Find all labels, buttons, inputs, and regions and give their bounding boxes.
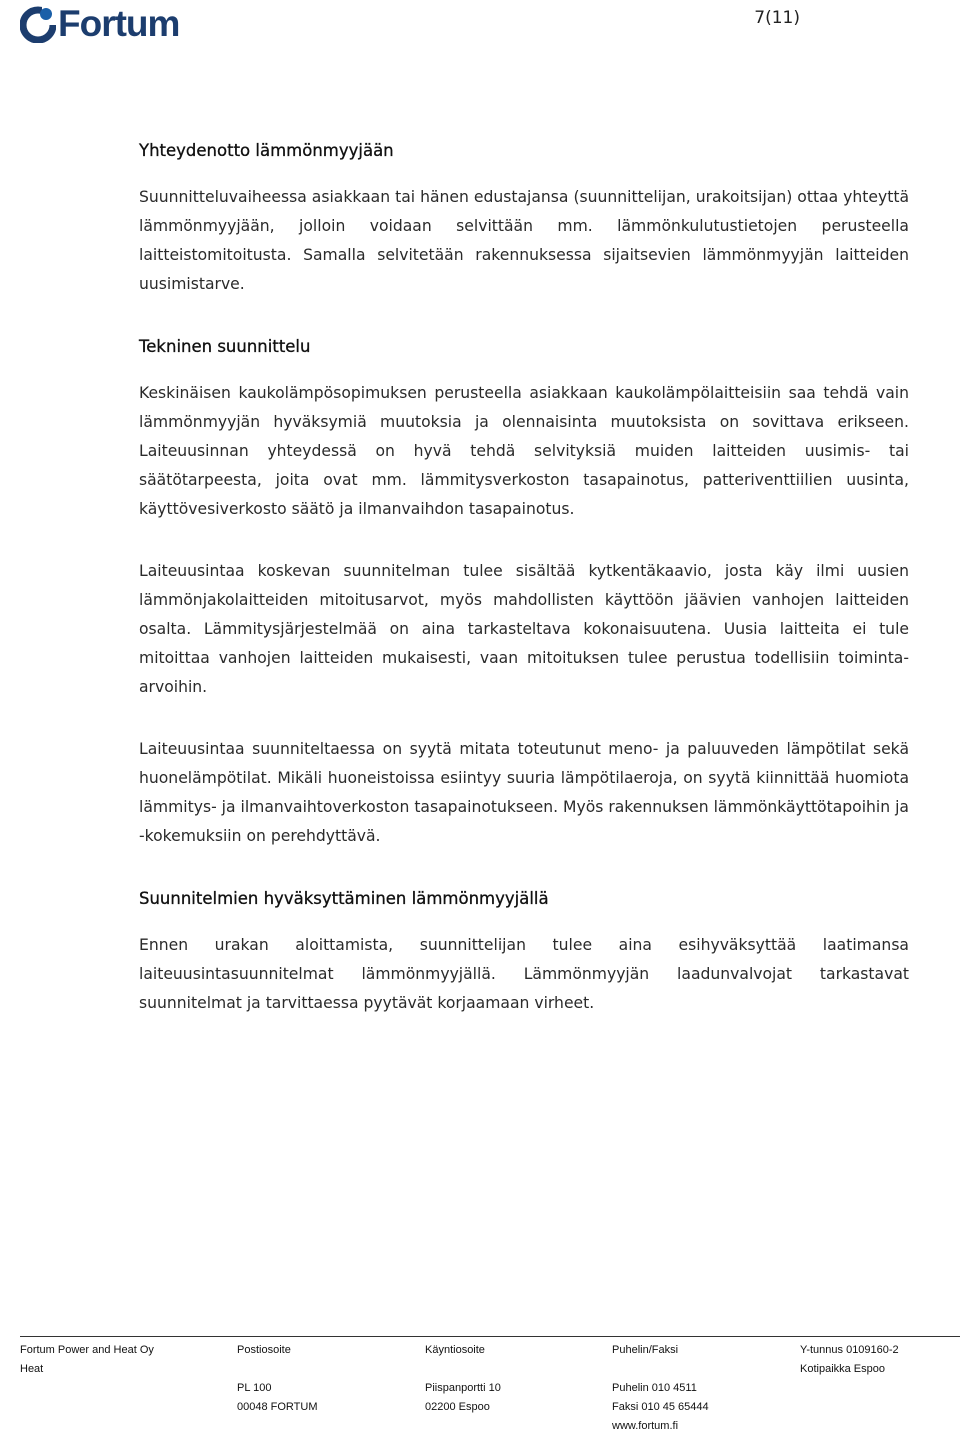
footer-phone-number: Puhelin 010 4511 [612,1382,697,1394]
section-heading: Suunnitelmien hyväksyttäminen lämmönmyyjällä [139,889,549,908]
section-heading: Yhteydenotto lämmönmyyjään [139,141,394,160]
footer-postal-box: PL 100 [237,1382,272,1394]
footer-visiting [425,1343,501,1419]
footer-company-name: Fortum Power and Heat Oy [20,1344,154,1356]
footer-visiting-street: Piispanportti 10 [425,1382,501,1394]
page-number: 7(11) [754,8,800,28]
footer-domicile: Kotipaikka Espoo [800,1363,885,1375]
paragraph: Laiteuusintaa suunniteltaessa on syytä mitata toteutunut meno- ja paluuveden lämpötilat sekä huonelämpötilat. Mikäli huoneistoissa esiintyy suuria lämpötilaeroja, on syytä kiinnittää huomiota lämmitys- ja ilmanvaihtoverkoston tasapainotukseen. Myös rakennuksen lämmönkäyttötapoihin ja -kokemuksiin on perehdyttävä. [139,740,909,845]
footer-postal-code: 00048 FORTUM [237,1401,318,1413]
paragraph: Laiteuusintaa koskevan suunnitelman tulee sisältää kytkentäkaavio, josta käy ilmi uusien lämmönjakolaitteiden mitoitusarvot, myös mahdollisten käyttöön jäävien vanhojen laitteiden osalta. Lämmitysjärjestelmää on aina tarkasteltava kokonaisuutena. Uusia laitteita ei tule mitoittaa vanhojen laitteiden mukaisesti, vaan mitoituksen tulee perustua todellisiin toiminta-arvoihin. [139,562,909,696]
fortum-logo-text: Fortum [58,3,180,44]
fortum-logo [20,2,179,46]
footer-postal-label: Postiosoite [237,1344,291,1356]
footer-visiting-city: 02200 Espoo [425,1401,490,1413]
footer-fax-number: Faksi 010 45 65444 [612,1401,709,1413]
footer-company [20,1343,154,1381]
footer-phone-label: Puhelin/Faksi [612,1344,679,1356]
footer-phone [612,1343,709,1438]
footer-business [800,1343,899,1381]
paragraph: Ennen urakan aloittamista, suunnittelijan tulee aina esihyväksyttää laatimansa laiteuusintasuunnitelmat lämmönmyyjällä. Lämmönmyyjän laadunvalvojat tarkastavat suunnitelmat ja tarvittaessa pyytävät korjaamaan virheet. [139,936,909,1012]
footer-visiting-label: Käyntiosoite [425,1344,485,1356]
page-footer [20,1336,960,1432]
footer-company-unit: Heat [20,1363,44,1375]
footer-postal [237,1343,318,1419]
fortum-logo-mark-icon [20,5,56,43]
footer-business-id: Y-tunnus 0109160-2 [800,1344,899,1356]
paragraph: Suunnitteluvaiheessa asiakkaan tai hänen edustajansa (suunnittelijan, urakoitsijan) ottaa yhteyttä lämmönmyyjään, jolloin voidaan selvittään mm. lämmönkulutustietojen perusteella laitteistomitoitusta. Samalla selvitetään rakennuksessa sijaitsevien lämmönmyyjän laitteiden uusimistarve. [139,188,909,293]
document-body [139,136,909,1018]
footer-website-link[interactable]: www.fortum.fi [612,1420,679,1432]
paragraph: Keskinäisen kaukolämpösopimuksen perusteella asiakkaan kaukolämpölaitteisiin saa tehdä vain lämmönmyyjän hyväksymiä muutoksia ja olennaisinta muutoksista on sovittava erikseen. Laiteuusinnan yhteydessä on hyvä tehdä selvityksiä muiden laitteiden uusimis- tai säätötarpeesta, joita ovat mm. lämmitysverkoston tasapainotus, patteriventtiilien uusinta, käyttövesiverkosto säätö ja ilmanvaihdon tasapainotus. [139,384,909,518]
section-heading: Tekninen suunnittelu [139,337,311,356]
